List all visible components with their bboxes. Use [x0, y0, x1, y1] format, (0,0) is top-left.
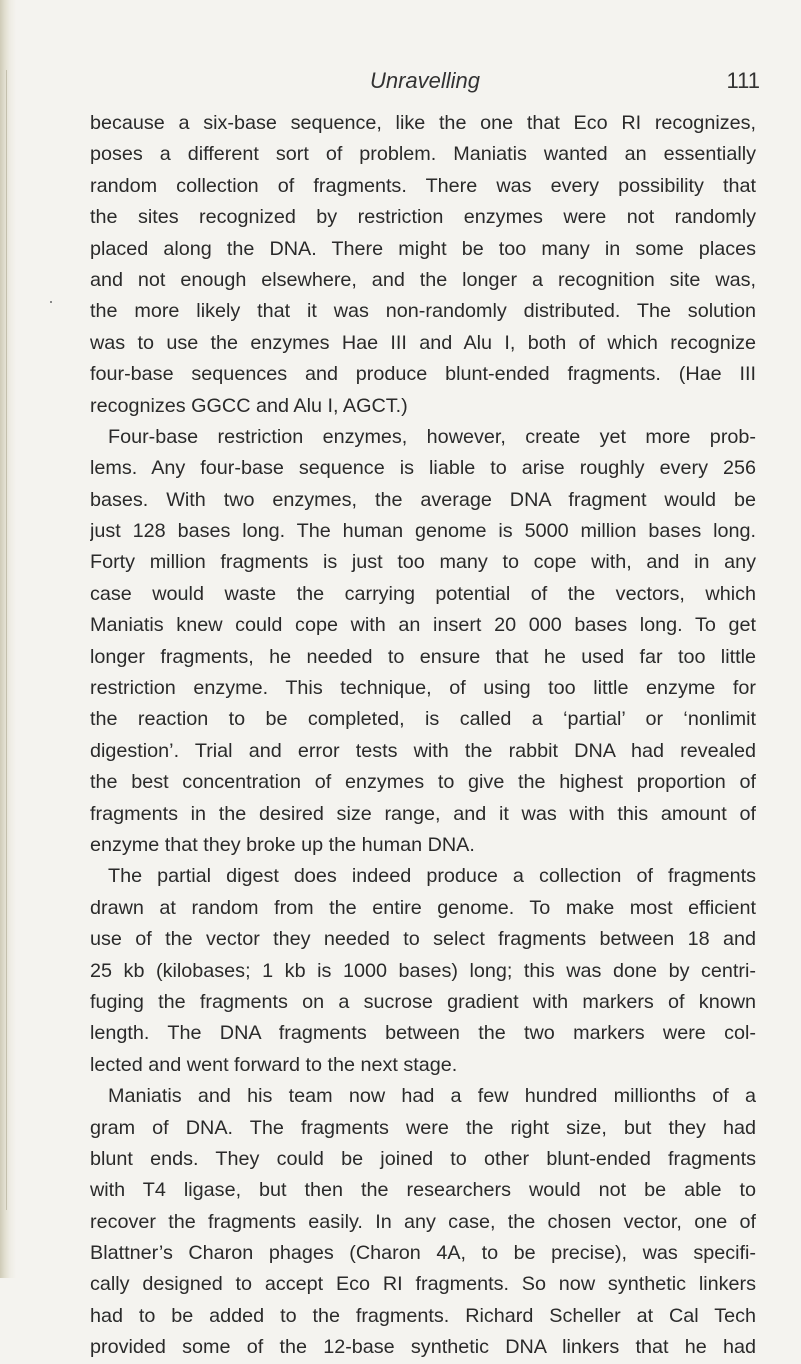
text-line: restriction enzyme. This technique, of using too little enzyme for [90, 677, 756, 700]
text-line: 25 kb (kilobases; 1 kb is 1000 bases) long; this was done by centri- [90, 959, 756, 982]
text-line: just 128 bases long. The human genome is 5000 million bases long. [90, 520, 756, 543]
page-gutter-shadow [0, 0, 16, 1278]
text-line: recover the fragments easily. In any case, the chosen vector, one of [90, 1210, 756, 1233]
text-line: and not enough elsewhere, and the longer a recognition site was, [90, 268, 756, 291]
text-line: drawn at random from the entire genome. To make most efficient [90, 896, 756, 919]
text-line: gram of DNA. The fragments were the right size, but they had [90, 1116, 756, 1139]
text-line: The partial digest does indeed produce a collection of fragments [108, 865, 756, 888]
text-line: provided some of the 12-base synthetic DNA linkers that he had [90, 1336, 756, 1359]
text-line: length. The DNA fragments between the two markers were col- [90, 1022, 756, 1045]
text-line: recognizes GGCC and Alu I, AGCT.) [90, 394, 408, 417]
text-line: lems. Any four-base sequence is liable to arise roughly every 256 [90, 457, 756, 480]
text-line: use of the vector they needed to select fragments between 18 and [90, 928, 756, 951]
text-line: because a six-base sequence, like the one that Eco RI recognizes, [90, 112, 756, 134]
text-line: fuging the fragments on a sucrose gradient with markers of known [90, 990, 756, 1013]
text-line: with T4 ligase, but then the researchers would not be able to [90, 1179, 756, 1202]
text-line: was to use the enzymes Hae III and Alu I, both of which recognize [90, 331, 756, 354]
text-line: blunt ends. They could be joined to other blunt-ended fragments [90, 1147, 756, 1170]
text-line: the more likely that it was non-randomly distributed. The solution [90, 300, 756, 323]
text-line: Blattner’s Charon phages (Charon 4A, to be precise), was specifi- [90, 1242, 756, 1265]
text-line: enzyme that they broke up the human DNA. [90, 833, 475, 856]
text-line: bases. With two enzymes, the average DNA fragment would be [90, 488, 756, 511]
page-header [90, 68, 760, 104]
text-line: had to be added to the fragments. Richard Scheller at Cal Tech [90, 1304, 756, 1327]
margin-speck [50, 301, 52, 303]
body-text [90, 108, 756, 1364]
text-line: case would waste the carrying potential of the vectors, which [90, 582, 756, 605]
text-line: Four-base restriction enzymes, however, create yet more prob- [108, 425, 756, 448]
text-line: placed along the DNA. There might be too many in some places [90, 237, 756, 260]
text-line: Maniatis knew could cope with an insert 20 000 bases long. To get [90, 614, 756, 637]
text-line: lected and went forward to the next stage. [90, 1053, 458, 1076]
page-number: 111 [726, 68, 760, 93]
text-line: the sites recognized by restriction enzymes were not randomly [90, 206, 756, 229]
binding-edge-line [6, 70, 7, 1210]
text-line: Maniatis and his team now had a few hundred millionths of a [108, 1085, 756, 1108]
text-line: the best concentration of enzymes to give the highest proportion of [90, 771, 756, 794]
text-line: the reaction to be completed, is called a ‘partial’ or ‘nonlimit [90, 708, 756, 731]
text-line: Forty million fragments is just too many to cope with, and in any [90, 551, 756, 574]
text-line: random collection of fragments. There was every possibility that [90, 174, 756, 197]
text-line: four-base sequences and produce blunt-ended fragments. (Hae III [90, 363, 756, 386]
running-title: Unravelling [369, 68, 481, 93]
text-line: longer fragments, he needed to ensure that he used far too little [90, 645, 756, 668]
text-line: fragments in the desired size range, and it was with this amount of [90, 802, 756, 825]
text-line: poses a different sort of problem. Maniatis wanted an essentially [90, 143, 756, 166]
text-line: digestion’. Trial and error tests with the rabbit DNA had revealed [90, 739, 756, 762]
text-line: cally designed to accept Eco RI fragments. So now synthetic linkers [90, 1273, 756, 1296]
